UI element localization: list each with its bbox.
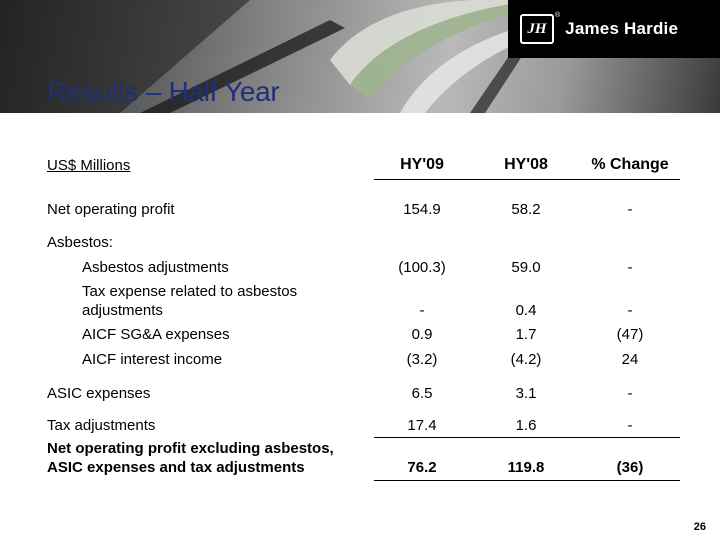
row-label: Tax adjustments xyxy=(47,417,156,434)
row-value-hy09: 17.4 xyxy=(407,417,437,434)
row-label-line1: Tax expense related to asbestos xyxy=(82,283,298,300)
registered-mark: ® xyxy=(555,12,561,19)
unit-label: US$ Millions xyxy=(47,157,131,174)
row-value-change: - xyxy=(627,201,633,218)
row-value-change: (47) xyxy=(616,326,644,343)
section-label: Asbestos: xyxy=(47,234,113,251)
row-value-change: - xyxy=(627,259,633,276)
row-value-hy08: 59.0 xyxy=(511,259,541,276)
row-value-hy08: 0.4 xyxy=(515,302,537,319)
total-label-line2: ASIC expenses and tax adjustments xyxy=(47,459,305,476)
row-value-change: 24 xyxy=(621,351,639,368)
subtotal-divider xyxy=(374,437,680,438)
row-value-hy08: 1.6 xyxy=(515,417,537,434)
header-divider xyxy=(374,179,680,180)
row-label: Net operating profit xyxy=(47,201,175,218)
row-value-hy08: (4.2) xyxy=(510,351,542,368)
column-header-hy09: HY'09 xyxy=(400,156,444,173)
page-title: Results – Half Year xyxy=(47,76,280,107)
row-value-hy08: 58.2 xyxy=(511,201,541,218)
row-value-change: - xyxy=(627,385,633,402)
row-label-line2: adjustments xyxy=(82,302,163,319)
row-label: Asbestos adjustments xyxy=(82,259,229,276)
column-header-hy08: HY'08 xyxy=(504,156,548,173)
row-value-hy08: 3.1 xyxy=(515,385,537,402)
row-value-hy09: (3.2) xyxy=(406,351,438,368)
row-value-hy09: 0.9 xyxy=(411,326,433,343)
total-divider xyxy=(374,480,680,481)
logo-mark-icon: JH xyxy=(520,14,554,44)
row-label: AICF interest income xyxy=(82,351,223,368)
row-value-change: - xyxy=(627,417,633,434)
row-value-hy08: 1.7 xyxy=(515,326,537,343)
row-value-hy09: - xyxy=(419,302,425,319)
total-value-change: (36) xyxy=(616,459,644,476)
row-value-hy09: 6.5 xyxy=(411,385,433,402)
total-value-hy08: 119.8 xyxy=(507,459,545,476)
row-value-change: - xyxy=(627,302,633,319)
row-label: AICF SG&A expenses xyxy=(82,326,230,343)
logo-text: James Hardie xyxy=(565,19,679,38)
total-label-line1: Net operating profit excluding asbestos, xyxy=(47,440,334,457)
row-label: ASIC expenses xyxy=(47,385,151,402)
total-value-hy09: 76.2 xyxy=(407,459,437,476)
page-number: 26 xyxy=(693,521,706,533)
row-value-hy09: (100.3) xyxy=(398,259,446,276)
column-header-change: % Change xyxy=(591,156,669,173)
row-value-hy09: 154.9 xyxy=(403,201,441,218)
